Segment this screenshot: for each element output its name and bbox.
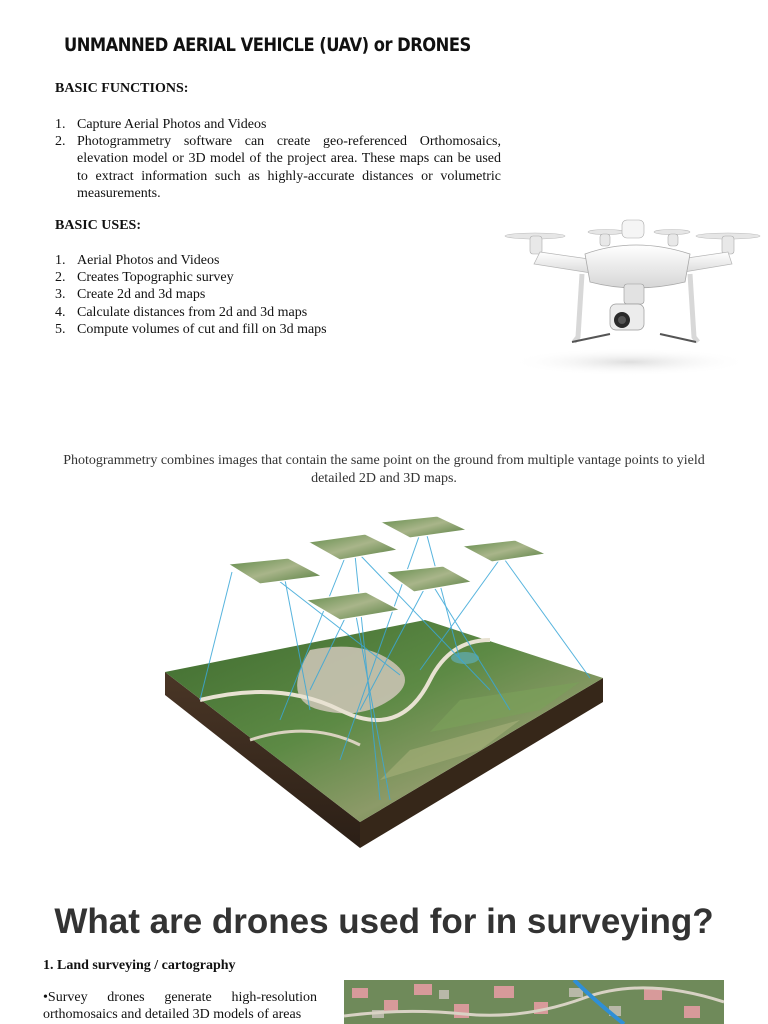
list-item: 1. Capture Aerial Photos and Videos	[55, 117, 267, 132]
basic-uses-heading: BASIC USES:	[55, 218, 141, 233]
photogrammetry-illustration	[160, 510, 610, 860]
list-item: 2. Photogrammetry software can create geo-referenced Orthomosaics, elevation model or 3D model of the project area. These maps can be used to extract information such as highly-accurate distances or volumetric measurements.	[55, 134, 501, 201]
list-item: 4. Calculate distances from 2d and 3d maps	[55, 304, 308, 320]
basic-functions-heading: BASIC FUNCTIONS:	[55, 81, 189, 96]
land-surveying-paragraph: •Survey drones generate high-resolution orthomosaics and detailed 3D models of areas	[43, 990, 317, 1022]
drone-image	[500, 212, 768, 380]
basic-uses-list	[55, 252, 495, 338]
list-item: 2. Creates Topographic survey	[55, 270, 234, 286]
list-item: 1. Aerial Photos and Videos	[55, 253, 220, 268]
orthomosaic-map-image	[344, 980, 724, 1024]
list-item: 3. Create 2d and 3d maps	[55, 287, 206, 303]
list-item: 5. Compute volumes of cut and fill on 3d maps	[55, 321, 327, 337]
land-surveying-heading: 1. Land surveying / cartography	[43, 958, 236, 973]
page-title: UNMANNED AERIAL VEHICLE (UAV) or DRONES	[64, 34, 471, 56]
photogrammetry-caption: Photogrammetry combines images that contain the same point on the ground from multiple vantage points to yield detailed 2D and 3D maps.	[63, 453, 705, 486]
basic-functions-list	[55, 116, 501, 202]
section-title: What are drones used for in surveying?	[54, 902, 714, 941]
